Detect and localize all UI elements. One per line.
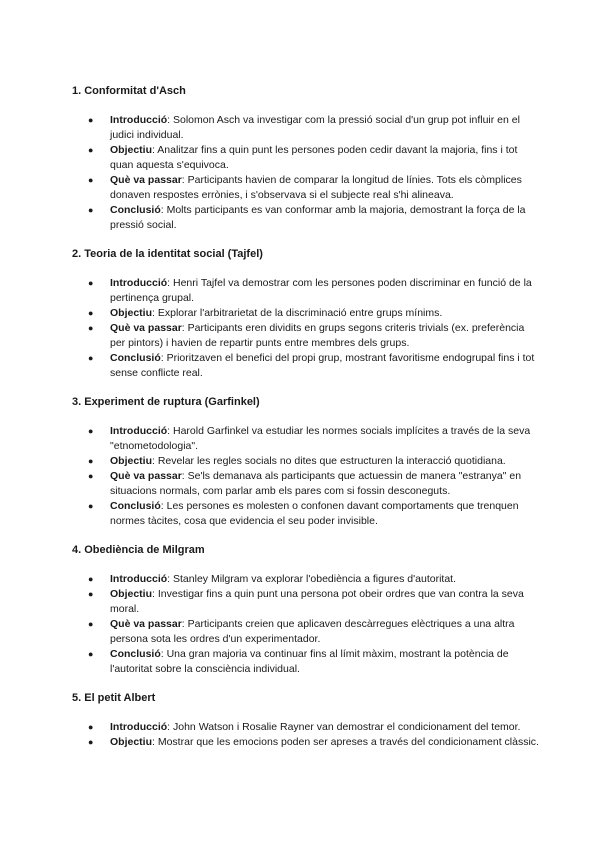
item-label: Què va passar xyxy=(110,174,182,186)
bullet-icon: ● xyxy=(88,115,94,125)
item-text: : Explorar l'arbitrarietat de la discriminació entre grups mínims. xyxy=(152,307,443,319)
list-item xyxy=(72,454,540,469)
item-text: : Harold Garfinkel va estudiar les normes socials implícites a través de la seva "etnometodologia". xyxy=(110,425,531,452)
list-item xyxy=(72,424,540,454)
bullet-list xyxy=(72,276,540,381)
item-text: : Participants creien que aplicaven descàrregues elèctriques a una altra persona sota les ordres d'un experimentador. xyxy=(110,618,515,645)
item-label: Objectiu xyxy=(110,307,153,319)
item-text: : Solomon Asch va investigar com la pressió social d'un grup pot influir en el judici individual. xyxy=(110,114,520,141)
item-text: : Mostrar que les emocions poden ser apreses a través del condicionament clàssic. xyxy=(152,736,539,748)
item-label: Conclusió xyxy=(110,500,161,512)
list-item xyxy=(72,143,540,173)
list-item xyxy=(72,173,540,203)
list-item xyxy=(72,499,540,529)
list-item xyxy=(72,572,540,587)
item-label: Què va passar xyxy=(110,322,182,334)
section-title: 4. Obediència de Milgram xyxy=(72,544,205,556)
section-petit-albert xyxy=(72,691,540,750)
bullet-icon: ● xyxy=(88,426,94,436)
section-title: 3. Experiment de ruptura (Garfinkel) xyxy=(72,396,260,408)
item-text: : Analitzar fins a quin punt les persones poden cedir davant la majoria, fins i tot quan aquesta s'equivoca. xyxy=(110,144,518,171)
bullet-icon: ● xyxy=(88,145,94,155)
item-label: Conclusió xyxy=(110,648,161,660)
item-text: : Les persones es molesten o confonen davant comportaments que trenquen normes tàcites, cosa que evidencia el seu poder invisible. xyxy=(110,500,519,527)
bullet-icon: ● xyxy=(88,589,94,599)
item-label: Objectiu xyxy=(110,588,153,600)
bullet-icon: ● xyxy=(88,471,94,481)
section-asch xyxy=(72,84,540,233)
list-item xyxy=(72,617,540,647)
bullet-icon: ● xyxy=(88,574,94,584)
bullet-list xyxy=(72,113,540,233)
list-item xyxy=(72,351,540,381)
item-label: Introducció xyxy=(110,114,168,126)
item-text: : Revelar les regles socials no dites que estructuren la interacció quotidiana. xyxy=(152,455,506,467)
item-text: : Investigar fins a quin punt una persona pot obeir ordres que van contra la seva moral. xyxy=(110,588,524,615)
list-item xyxy=(72,647,540,677)
item-label: Objectiu xyxy=(110,144,153,156)
item-label: Introducció xyxy=(110,573,168,585)
bullet-icon: ● xyxy=(88,722,94,732)
bullet-icon: ● xyxy=(88,205,94,215)
list-item xyxy=(72,321,540,351)
item-label: Què va passar xyxy=(110,470,182,482)
bullet-icon: ● xyxy=(88,649,94,659)
item-label: Objectiu xyxy=(110,455,153,467)
list-item xyxy=(72,276,540,306)
bullet-list xyxy=(72,424,540,529)
item-text: : Participants havien de comparar la longitud de línies. Tots els còmplices donaven respostes errònies, i s'observava si el subjecte real s'hi alineava. xyxy=(110,174,522,201)
list-item xyxy=(72,203,540,233)
section-milgram xyxy=(72,543,540,677)
item-text: : John Watson i Rosalie Rayner van demostrar el condicionament del temor. xyxy=(167,721,521,733)
bullet-icon: ● xyxy=(88,308,94,318)
bullet-icon: ● xyxy=(88,278,94,288)
bullet-icon: ● xyxy=(88,456,94,466)
section-title: 5. El petit Albert xyxy=(72,692,156,704)
bullet-icon: ● xyxy=(88,353,94,363)
bullet-icon: ● xyxy=(88,175,94,185)
bullet-list xyxy=(72,720,540,750)
list-item xyxy=(72,306,540,321)
section-garfinkel xyxy=(72,395,540,529)
item-label: Introducció xyxy=(110,721,168,733)
section-tajfel xyxy=(72,247,540,381)
item-text: : Se'ls demanava als participants que actuessin de manera "estranya" en situacions normals, com parlar amb els pares com si fossin desconeguts. xyxy=(110,470,522,497)
item-text: : Stanley Milgram va explorar l'obediència a figures d'autoritat. xyxy=(167,573,456,585)
bullet-icon: ● xyxy=(88,501,94,511)
bullet-icon: ● xyxy=(88,737,94,747)
item-text: : Molts participants es van conformar amb la majoria, demostrant la força de la pressió social. xyxy=(110,204,526,231)
item-label: Introducció xyxy=(110,277,168,289)
bullet-icon: ● xyxy=(88,323,94,333)
section-title: 1. Conformitat d'Asch xyxy=(72,85,186,97)
section-title: 2. Teoria de la identitat social (Tajfel) xyxy=(72,248,263,260)
list-item xyxy=(72,113,540,143)
item-label: Introducció xyxy=(110,425,168,437)
item-text: : Participants eren dividits en grups segons criteris trivials (ex. preferència per pintors) i havien de repartir punts entre membres dels grups. xyxy=(110,322,525,349)
list-item xyxy=(72,587,540,617)
item-label: Conclusió xyxy=(110,204,161,216)
item-text: : Henri Tajfel va demostrar com les persones poden discriminar en funció de la pertinença grupal. xyxy=(110,277,532,304)
item-label: Conclusió xyxy=(110,352,161,364)
bullet-icon: ● xyxy=(88,619,94,629)
list-item xyxy=(72,720,540,735)
list-item xyxy=(72,735,540,750)
item-label: Què va passar xyxy=(110,618,182,630)
item-text: : Prioritzaven el benefici del propi grup, mostrant favoritisme endogrupal fins i tot sense conflicte real. xyxy=(110,352,535,379)
bullet-list xyxy=(72,572,540,677)
item-label: Objectiu xyxy=(110,736,153,748)
list-item xyxy=(72,469,540,499)
item-text: : Una gran majoria va continuar fins al límit màxim, mostrant la potència de l'autoritat sobre la consciència individual. xyxy=(110,648,509,675)
